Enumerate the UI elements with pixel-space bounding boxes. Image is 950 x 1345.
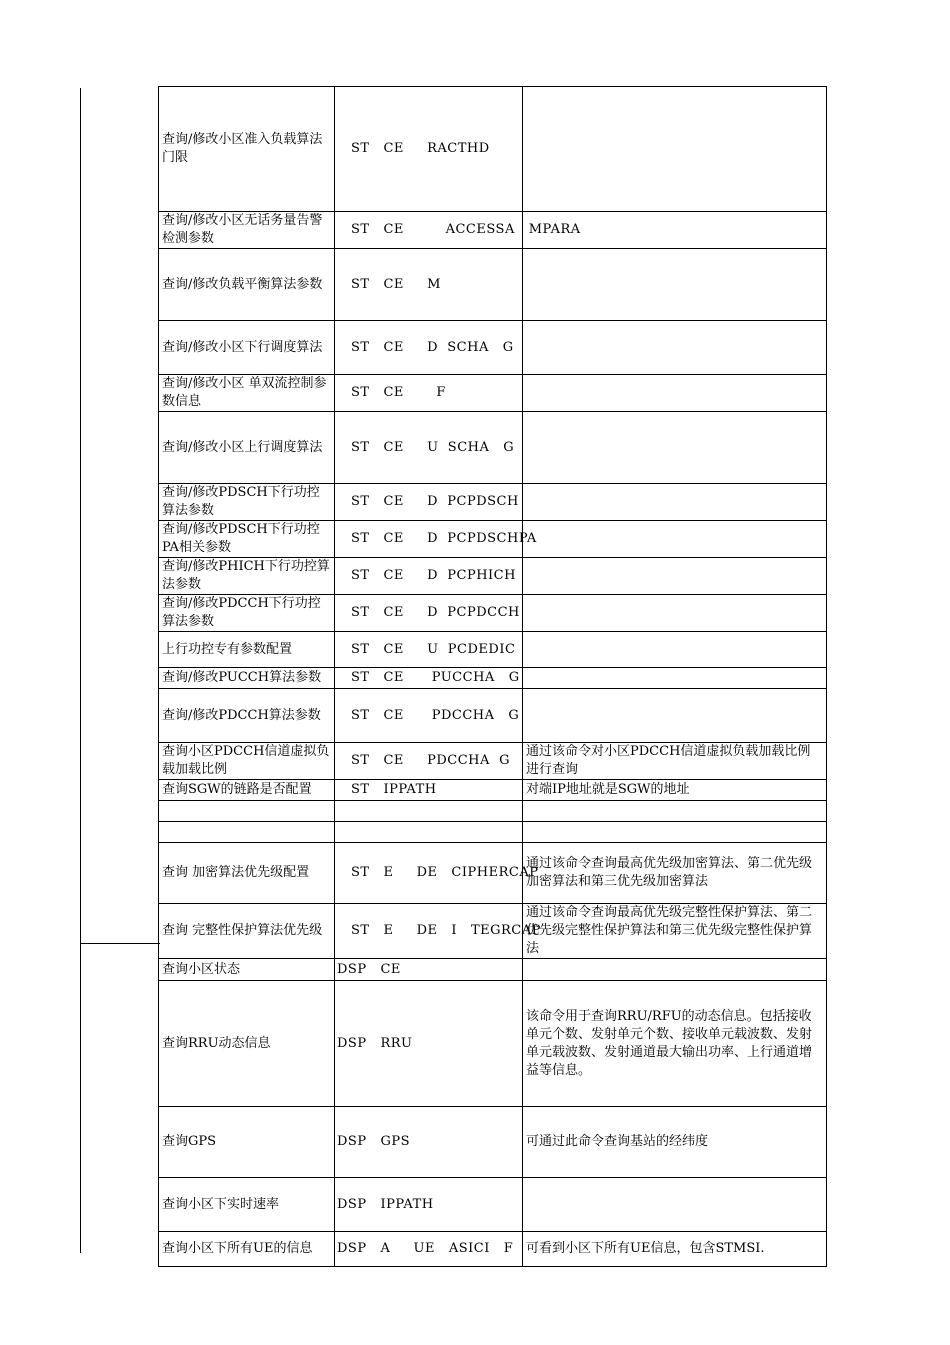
command-cell: DSP IPPATH — [335, 1178, 523, 1232]
function-cell: 查询/修改小区上行调度算法 — [159, 412, 335, 484]
description-cell — [523, 484, 827, 521]
description-cell: 对端IP地址就是SGW的地址 — [523, 780, 827, 801]
table-row — [159, 521, 827, 558]
description-cell — [523, 959, 827, 981]
table-row — [159, 484, 827, 521]
function-cell: 查询/修改小区准入负载算法门限 — [159, 87, 335, 212]
command-cell: ST CE D PCPDSCH — [335, 484, 523, 521]
table-row — [159, 212, 827, 249]
description-cell — [523, 668, 827, 689]
function-cell — [159, 801, 335, 822]
command-cell: DSP RRU — [335, 981, 523, 1107]
function-cell: 查询RRU动态信息 — [159, 981, 335, 1107]
table-row — [159, 801, 827, 822]
command-cell: ST CE PUCCHA G — [335, 668, 523, 689]
description-cell: 通过该命令查询最高优先级加密算法、第二优先级加密算法和第三优先级加密算法 — [523, 843, 827, 904]
command-cell: ST CE PDCCHA G — [335, 689, 523, 743]
table-row — [159, 321, 827, 375]
table-row — [159, 375, 827, 412]
command-cell: ST CE D PCPDCCH — [335, 595, 523, 632]
command-cell: ST CE D PCPDSCHPA — [335, 521, 523, 558]
table-row — [159, 822, 827, 843]
description-cell — [523, 595, 827, 632]
table-row — [159, 632, 827, 668]
command-cell: ST CE U SCHA G — [335, 412, 523, 484]
table-row — [159, 595, 827, 632]
function-cell: 查询/修改PDCCH算法参数 — [159, 689, 335, 743]
left-border-line-lower — [80, 943, 81, 1253]
function-cell: 查询 完整性保护算法优先级 — [159, 904, 335, 959]
function-cell: 查询/修改PDSCH下行功控PA相关参数 — [159, 521, 335, 558]
command-cell — [335, 801, 523, 822]
description-cell — [523, 87, 827, 212]
table-row — [159, 689, 827, 743]
function-cell: 查询/修改PUCCH算法参数 — [159, 668, 335, 689]
command-cell: ST CE PDCCHA G — [335, 743, 523, 780]
description-cell — [523, 801, 827, 822]
function-cell: 查询小区状态 — [159, 959, 335, 981]
function-cell: 查询/修改PDCCH下行功控算法参数 — [159, 595, 335, 632]
command-cell: DSP A UE ASICI F — [335, 1232, 523, 1267]
description-cell — [523, 558, 827, 595]
table-row — [159, 904, 827, 959]
command-cell: DSP GPS — [335, 1107, 523, 1178]
description-cell: 可看到小区下所有UE信息，包含STMSI. — [523, 1232, 827, 1267]
description-cell — [523, 375, 827, 412]
table-row — [159, 780, 827, 801]
function-cell: 上行功控专有参数配置 — [159, 632, 335, 668]
command-cell: DSP CE — [335, 959, 523, 981]
description-cell — [523, 1178, 827, 1232]
command-cell — [335, 822, 523, 843]
function-cell: 查询/修改小区 单双流控制参数信息 — [159, 375, 335, 412]
table-row — [159, 249, 827, 321]
command-cell: ST CE M — [335, 249, 523, 321]
function-cell: 查询/修改PHICH下行功控算法参数 — [159, 558, 335, 595]
description-cell: 通过该命令对小区PDCCH信道虚拟负载加载比例进行查询 — [523, 743, 827, 780]
command-cell: ST IPPATH — [335, 780, 523, 801]
function-cell: 查询小区下实时速率 — [159, 1178, 335, 1232]
command-cell: ST CE RACTHD — [335, 87, 523, 212]
description-cell: 该命令用于查询RRU/RFU的动态信息。包括接收单元个数、发射单元个数、接收单元载波数、发射单元载波数、发射通道最大输出功率、上行通道增益等信息。 — [523, 981, 827, 1107]
function-cell — [159, 822, 335, 843]
function-cell: 查询 加密算法优先级配置 — [159, 843, 335, 904]
function-cell: 查询/修改负载平衡算法参数 — [159, 249, 335, 321]
command-cell: ST E DE I TEGRCAP — [335, 904, 523, 959]
table-row — [159, 743, 827, 780]
table-row — [159, 1178, 827, 1232]
table-row — [159, 959, 827, 981]
function-cell: 查询/修改小区无话务量告警检测参数 — [159, 212, 335, 249]
table-row — [159, 843, 827, 904]
table-row — [159, 87, 827, 212]
table-row — [159, 1107, 827, 1178]
table-row — [159, 668, 827, 689]
function-cell: 查询/修改小区下行调度算法 — [159, 321, 335, 375]
table-row — [159, 558, 827, 595]
description-cell — [523, 521, 827, 558]
function-cell: 查询小区下所有UE的信息 — [159, 1232, 335, 1267]
description-cell: 通过该命令查询最高优先级完整性保护算法、第二优先级完整性保护算法和第三优先级完整性保护算法 — [523, 904, 827, 959]
description-cell — [523, 249, 827, 321]
table-row — [159, 412, 827, 484]
description-cell — [523, 632, 827, 668]
command-cell: ST CE U PCDEDIC — [335, 632, 523, 668]
command-cell: ST CE ACCESSA MPARA — [335, 212, 523, 249]
description-cell — [523, 822, 827, 843]
command-table — [158, 86, 827, 1267]
description-cell — [523, 689, 827, 743]
command-cell: ST CE D SCHA G — [335, 321, 523, 375]
description-cell — [523, 412, 827, 484]
command-cell: ST E DE CIPHERCAP — [335, 843, 523, 904]
description-cell — [523, 321, 827, 375]
function-cell: 查询SGW的链路是否配置 — [159, 780, 335, 801]
function-cell: 查询GPS — [159, 1107, 335, 1178]
table-row — [159, 981, 827, 1107]
left-separator-line — [80, 943, 160, 944]
command-cell: ST CE D PCPHICH — [335, 558, 523, 595]
table-row — [159, 1232, 827, 1267]
command-cell: ST CE F — [335, 375, 523, 412]
description-cell: 可通过此命令查询基站的经纬度 — [523, 1107, 827, 1178]
left-border-line-upper — [80, 88, 81, 943]
function-cell: 查询小区PDCCH信道虚拟负载加载比例 — [159, 743, 335, 780]
function-cell: 查询/修改PDSCH下行功控算法参数 — [159, 484, 335, 521]
